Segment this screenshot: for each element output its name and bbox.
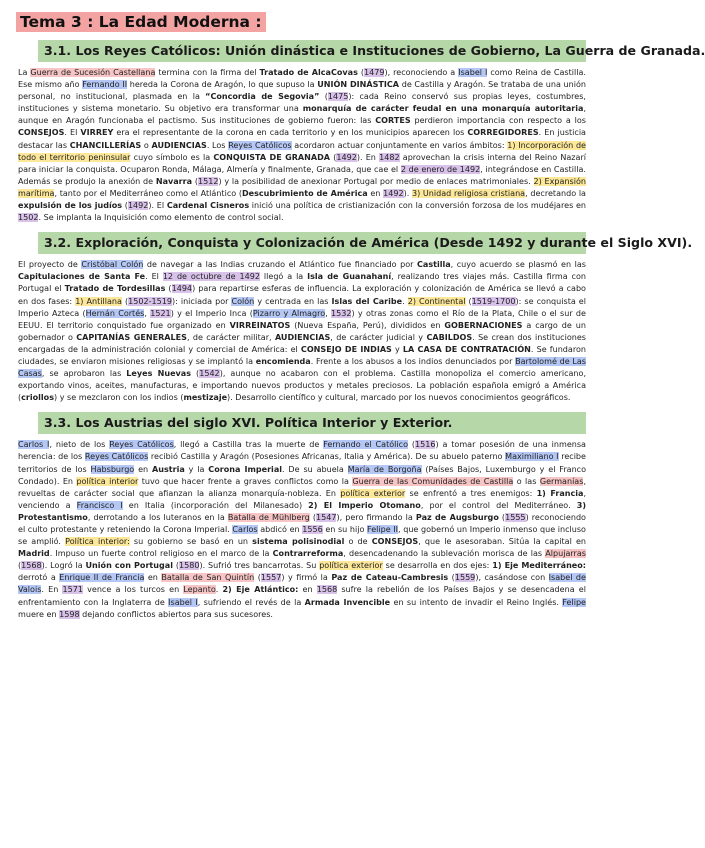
text-run: (	[254, 573, 261, 583]
highlight-date: 1568	[316, 585, 338, 595]
highlight-date: 12 de octubre de 1492	[162, 272, 261, 282]
bold-term: Castilla	[416, 260, 451, 270]
bold-term: encomienda	[255, 356, 311, 366]
highlight-red: Guerra de Sucesión Castellana	[30, 68, 156, 77]
highlight-blue: Bartolomé de Las Casas	[18, 356, 586, 379]
bold-term: CABILDOS	[426, 332, 473, 342]
bold-term: Leyes Nuevas	[126, 369, 192, 379]
highlight-red: Batalla de San Quintín	[161, 573, 255, 583]
text-run: ) y se mezclaron con los indios (	[54, 393, 184, 403]
highlight-blue: Isabel I	[168, 597, 198, 607]
text-run: aprovechan la crisis interna del Reino Nazarí para iniciar la conquista. Ocuparon Ronda, Málaga, Almería y finalmente, Granada, que cae el	[18, 152, 586, 174]
text-run: ), reconociendo a	[384, 68, 459, 77]
text-run: , tanto por el Mediterráneo como el Atlántico (	[54, 188, 242, 198]
text-run: ): cada Reino conservó sus propias leyes, costumbres, instituciones y sistema monetario. Su objetivo era transformar una	[18, 92, 586, 114]
text-run: (	[319, 92, 328, 102]
text-run: ) reconociendo el culto protestante y reteniendo la Corona Imperial.	[18, 512, 586, 534]
highlight-date: 1580	[178, 561, 200, 571]
text-run: a cargo de un gobernador o	[18, 320, 586, 342]
bold-term: 2) El Imperio Otomano	[308, 500, 421, 510]
text-run: , que gobernó un Imperio inmenso que incluso se amplió.	[18, 525, 586, 547]
text-run: (	[122, 201, 128, 211]
text-run: (	[191, 369, 200, 379]
text-run: . Los	[206, 140, 229, 150]
text-run: ) y firmó la	[281, 573, 332, 583]
text-run: , de carácter judicial y	[330, 332, 427, 342]
highlight-yellow: política exterior	[319, 561, 383, 571]
highlight-blue: Maximiliano I	[505, 452, 559, 462]
text-run: y	[391, 344, 403, 354]
text-run: ). El	[148, 201, 167, 211]
bold-term: monarquía de carácter feudal en una monarquía autoritaria	[302, 104, 584, 114]
bold-term: 1) Francia	[536, 488, 584, 498]
text-run: (	[165, 284, 172, 294]
highlight-date: 1494	[171, 284, 193, 294]
bold-term: sistema polisinodial	[252, 537, 345, 547]
highlight-blue: Habsburgo	[90, 464, 135, 474]
highlight-red: Guerra de las Comunidades de Castilla	[352, 476, 514, 486]
highlight-red: Germanías	[539, 476, 584, 486]
text-run: ) a tomar posesión de una inmensa herencia: de los	[18, 440, 586, 462]
text-run: (	[408, 440, 415, 450]
highlight-blue: Pizarro y Almagro	[252, 308, 326, 318]
bold-term: criollos	[21, 393, 55, 403]
text-run: La	[18, 68, 31, 77]
bold-term: UNIÓN DINÁSTICA	[317, 80, 400, 90]
bold-term: Unión con Portugal	[85, 561, 173, 571]
highlight-yellow: 2) Expansión marítima	[18, 176, 586, 198]
bold-term: Madrid	[18, 549, 50, 559]
bold-term: 2) Eje Atlántico:	[222, 585, 299, 595]
text-run: (	[448, 573, 455, 583]
highlight-date: 1557	[260, 573, 282, 583]
text-run: , decretando la	[525, 188, 586, 198]
highlight-yellow: 3) Unidad religiosa cristiana	[411, 188, 526, 198]
bold-term: Descubrimiento de América	[241, 188, 368, 198]
text-run: . Impuso un fuerte control religioso en el marco de la	[49, 549, 273, 559]
text-run: en	[298, 585, 317, 595]
text-run: ). Desarrollo científico y cultural, marcado por los nuevos conocimientos geográficos.	[227, 393, 571, 403]
bold-term: Tratado de Tordesillas	[64, 284, 166, 294]
text-run: (	[357, 68, 364, 77]
highlight-yellow: 2) Continental	[407, 296, 466, 306]
highlight-date: 1598	[59, 609, 80, 619]
highlight-blue: Isabel de Valois	[18, 573, 586, 595]
bold-term: VIRREY	[80, 128, 114, 138]
highlight-date: 1479	[363, 68, 385, 77]
section-body-1	[18, 67, 586, 224]
text-run: derrotó a	[18, 573, 60, 583]
bold-term: Armada Invencible	[304, 597, 391, 607]
highlight-blue: María de Borgoña	[347, 464, 422, 474]
highlight-date: 1556	[302, 525, 323, 534]
text-run: en su intento de invadir el Reino Inglés.	[390, 597, 563, 607]
text-run: vence a los turcos en	[82, 585, 184, 595]
text-run: ), pero firmando la	[336, 512, 416, 522]
text-run: , por el control del Mediterráneo.	[420, 500, 577, 510]
text-run: ): se conquista el Imperio Azteca (	[18, 296, 586, 318]
highlight-blue: Fernando II	[82, 80, 128, 90]
highlight-date: 1559	[454, 573, 476, 583]
highlight-date: 1492	[383, 188, 404, 198]
highlight-date: 1482	[379, 152, 400, 162]
text-run: ), casándose con	[475, 573, 549, 583]
text-run: , revueltas de carácter social que afianzan la alianza monarquía-nobleza. En	[18, 476, 586, 498]
highlight-blue: Felipe	[562, 597, 587, 607]
highlight-date: 1521	[150, 308, 171, 318]
bold-term: AUDIENCIAS	[151, 140, 207, 150]
text-run: ) y otras zonas como el Río de la Plata, Chile o el sur de EEUU. El territorio conquistado fue organizado en	[18, 308, 586, 330]
highlight-yellow: política exterior	[340, 488, 406, 498]
text-run: de Castilla y Aragón. Se trataba de una unión personal, no institucional, plasmada en la	[18, 80, 587, 102]
bold-term: Navarra	[155, 176, 193, 186]
text-run: . El	[145, 272, 163, 282]
text-run: . Frente a los abusos a los indios denunciados por	[310, 356, 516, 366]
text-run: ).	[403, 188, 412, 198]
text-run: era el representante de la corona en cada territorio y en los municipios aparecen los	[113, 128, 468, 138]
text-run: o	[141, 140, 152, 150]
text-run: su gobierno se basó en un	[129, 537, 253, 547]
highlight-date: 1542	[199, 369, 220, 379]
text-run: , aunque en Aragón funcionaba el pactismo. Sus instituciones de gobierno fueron: las	[18, 104, 586, 126]
section-heading-3: 3.3. Los Austrias del siglo XVI. Política Interior y Exterior.	[38, 412, 586, 434]
text-run: (	[498, 512, 506, 522]
text-run: termina con la firma del	[155, 68, 260, 77]
highlight-date: 1519-1700	[471, 296, 516, 306]
text-run: . Se fundaron ciudades, se enviaron misiones religiosas y se implantó la	[18, 344, 586, 366]
bold-term: Capitulaciones de Santa Fe	[18, 272, 146, 282]
highlight-date: 1492	[336, 152, 357, 162]
bold-term: CONSEJOS	[18, 128, 65, 138]
text-run: .	[215, 585, 223, 595]
text-run: , se aprobaron las	[41, 369, 127, 379]
highlight-date: 1512	[197, 176, 219, 186]
highlight-date: 1568	[21, 561, 42, 571]
text-run: en	[134, 464, 153, 474]
page-title: Tema 3 : La Edad Moderna :	[16, 12, 266, 32]
text-run: de navegar a las Indias cruzando el Atlántico fue financiado por	[143, 260, 417, 270]
bold-term: Paz de Cateau-Cambresis	[331, 573, 449, 583]
text-run: (	[172, 561, 179, 571]
bold-term: CORREGIDORES	[467, 128, 539, 138]
bold-term: 3) Protestantismo	[18, 500, 587, 522]
text-run: , derrotando a los luteranos en la	[87, 512, 228, 522]
text-run: (	[465, 296, 472, 306]
text-run: .	[402, 296, 408, 306]
highlight-yellow: 1) Antillana	[75, 296, 122, 306]
text-run: y centrada en las	[254, 296, 332, 306]
text-run: ,	[325, 308, 331, 318]
text-run: (Países Bajos, Luxemburgo y el Franco Condado). En	[18, 464, 587, 486]
highlight-red: Lepanto	[183, 585, 216, 595]
bold-term: CONQUISTA DE GRANADA	[213, 152, 331, 162]
bold-term: Corona Imperial	[208, 464, 283, 474]
text-run: como Reina de Castilla. Ese mismo año	[18, 68, 586, 90]
text-run: hereda la Corona de Aragón, lo que supuso la	[127, 80, 318, 90]
highlight-date: 1571	[62, 585, 83, 595]
text-run: , nieto de los	[49, 440, 110, 450]
text-run: (	[121, 296, 129, 306]
highlight-yellow: 1) Incorporación de todo el territorio peninsular	[18, 140, 587, 162]
bold-term: Contrarreforma	[272, 549, 344, 559]
text-run: (	[192, 176, 198, 186]
text-run: ,	[144, 308, 151, 318]
bold-term: 1) Eje Mediterráneo:	[492, 561, 587, 571]
bold-term: Paz de Augsburgo	[415, 512, 499, 522]
text-run: , realizando tres viajes más. Castilla firma con Portugal el	[18, 272, 586, 294]
text-run: o de	[344, 537, 372, 547]
highlight-date: 1502	[18, 213, 39, 223]
highlight-yellow: política interior	[76, 476, 139, 486]
bold-term: CHANCILLERÍAS	[69, 140, 142, 150]
highlight-blue: Reyes Católicos	[109, 440, 174, 450]
text-run: recibió Castilla y Aragón (Posesiones Africanas, Italia y América). De su abuelo paterno	[148, 452, 506, 462]
text-run: en su hijo	[322, 525, 368, 534]
text-run: perdieron importancia con respecto a los	[410, 116, 587, 126]
highlight-blue: Hernán Cortés	[85, 308, 145, 318]
bold-term: VIRREINATOS	[229, 320, 291, 330]
text-run: inició una política de cristianización con la conversión forzosa de los mudéjares en	[249, 201, 586, 211]
section-body-2	[18, 259, 586, 404]
bold-term: GOBERNACIONES	[444, 320, 523, 330]
text-run: en	[367, 188, 384, 198]
text-run: tuvo que hacer frente a graves conflictos como la	[138, 476, 353, 486]
highlight-date: 1475	[327, 92, 349, 102]
text-run: ). Logró la	[41, 561, 86, 571]
bold-term: Islas del Caribe	[331, 296, 403, 306]
highlight-red: Batalla de Mühlberg	[227, 512, 310, 522]
text-run: , de carácter militar,	[186, 332, 275, 342]
text-run: . Se crean dos instituciones encargadas de la administración colonial y comercial de América: el	[18, 332, 586, 354]
text-run: , venciendo a	[18, 488, 587, 510]
highlight-red: Alpujarras	[545, 549, 586, 559]
text-run: dejando conflictos abiertos para sus sucesores.	[79, 609, 273, 619]
bold-term: mestizaje	[183, 393, 228, 403]
text-run: (	[309, 512, 316, 522]
text-run: (	[18, 561, 22, 571]
text-run: ) y el Imperio Inca (	[170, 308, 253, 318]
text-run: abdicó en	[257, 525, 303, 534]
bold-term: Isla de Guanahaní	[307, 272, 392, 282]
highlight-blue: Cristóbal Colón	[81, 260, 144, 270]
text-run: ), aunque no acabaron con el problema. Castilla monopoliza el comercio americano, exportando vinos, aceites, manufacturas, e importando nuevos productos y metales preciosos. La población española emigró a América (	[18, 369, 587, 403]
text-run: (Nueva España, Perú), divididos en	[290, 320, 445, 330]
highlight-blue: Enrique II de Francia	[59, 573, 145, 583]
text-run: ). En	[356, 152, 380, 162]
highlight-date: 1502-1519	[128, 296, 172, 306]
highlight-date: 1492	[127, 201, 149, 211]
text-run: . En	[41, 585, 63, 595]
section-body-3	[18, 439, 586, 620]
highlight-blue: Carlos	[232, 525, 258, 534]
bold-term: Austria	[152, 464, 185, 474]
text-run: muere en	[18, 609, 60, 619]
text-run: . El	[64, 128, 81, 138]
bold-term: CONSEJOS	[371, 537, 419, 547]
highlight-date: 1547	[315, 512, 337, 522]
text-run: , que le asesoraban. Sitúa la capital en	[418, 537, 587, 547]
highlight-blue: Carlos I	[18, 440, 50, 450]
highlight-date: 1555	[505, 512, 526, 522]
section-heading-2: 3.2. Exploración, Conquista y Colonización de América (Desde 1492 y durante el Siglo XVI).	[38, 232, 586, 254]
highlight-blue: Felipe II	[367, 525, 399, 534]
text-run: . Se implanta la Inquisición como elemento de control social.	[38, 213, 284, 223]
bold-term: expulsión de los judíos	[18, 201, 123, 211]
text-run: se enfrentó a tres enemigos:	[405, 488, 537, 498]
text-run: en Italia (incorporación del Milanesado)	[122, 500, 309, 510]
text-run: en	[144, 573, 162, 583]
bold-term: CAPITANÍAS GENERALES	[76, 332, 187, 342]
highlight-yellow: Política interior:	[65, 537, 130, 547]
bold-term: CONSEJO DE INDIAS	[300, 344, 392, 354]
text-run: acordaron actuar conjuntamente en varios ámbitos:	[291, 140, 508, 150]
text-run: cuyo símbolo es la	[130, 152, 214, 162]
highlight-blue: Colón	[231, 296, 255, 306]
bold-term: AUDIENCIAS	[274, 332, 331, 342]
text-run: se desarrolla en dos ejes:	[382, 561, 493, 571]
text-run: recibe territorios de los	[18, 452, 586, 474]
text-run: , sufriendo el revés de la	[197, 597, 305, 607]
text-run: y la	[184, 464, 209, 474]
bold-term: CORTES	[375, 116, 411, 126]
text-run: , llegó a Castilla tras la muerte de	[173, 440, 324, 450]
text-run: El proyecto de	[18, 260, 82, 270]
text-run: sufre la rebelión de los Países Bajos y se desencadena el enfrentamiento con la Inglaterra de	[18, 585, 586, 607]
highlight-date: 1532	[331, 308, 352, 318]
text-run: ) y la posibilidad de anexionar Portugal por medio de enlaces matrimoniales.	[218, 176, 534, 186]
section-heading-1: 3.1. Los Reyes Católicos: Unión dinástica e Instituciones de Gobierno, La Guerra de Granada.	[38, 40, 586, 62]
text-run: , cuyo acuerdo se plasmó en las	[450, 260, 586, 270]
bold-term: LA CASA DE CONTRATACIÓN	[402, 344, 531, 354]
highlight-date: 2 de enero de 1492	[400, 164, 481, 174]
text-run: (	[330, 152, 337, 162]
text-run: , integrándose en Castilla. Además se produjo la anexión de	[18, 164, 586, 186]
highlight-blue: Francisco I	[76, 500, 123, 510]
text-run: ): iniciada por	[171, 296, 232, 306]
highlight-blue: Reyes Católicos	[228, 140, 292, 150]
text-run: , desencadenando la sublevación morisca de las	[343, 549, 546, 559]
highlight-blue: Fernando el Católico	[323, 440, 408, 450]
text-run: ) para repartirse esferas de influencia. La exploración y colonización de América se llevó a cabo en dos fases:	[18, 284, 586, 306]
text-run: . En justicia destacar las	[18, 128, 586, 150]
text-run: ). Sufrió tres bancarrotas. Su	[199, 561, 320, 571]
text-run: . De su abuela	[282, 464, 348, 474]
bold-term: Cardenal Cisneros	[166, 201, 250, 211]
bold-term: “Concordia de Segovia”	[205, 92, 320, 102]
highlight-date: 1516	[415, 440, 436, 450]
text-run: llegó a la	[260, 272, 308, 282]
bold-term: Tratado de AlcaCovas	[259, 68, 358, 77]
highlight-blue: Isabel I	[458, 68, 488, 77]
highlight-blue: Reyes Católicos	[84, 452, 149, 462]
text-run: o las	[513, 476, 540, 486]
